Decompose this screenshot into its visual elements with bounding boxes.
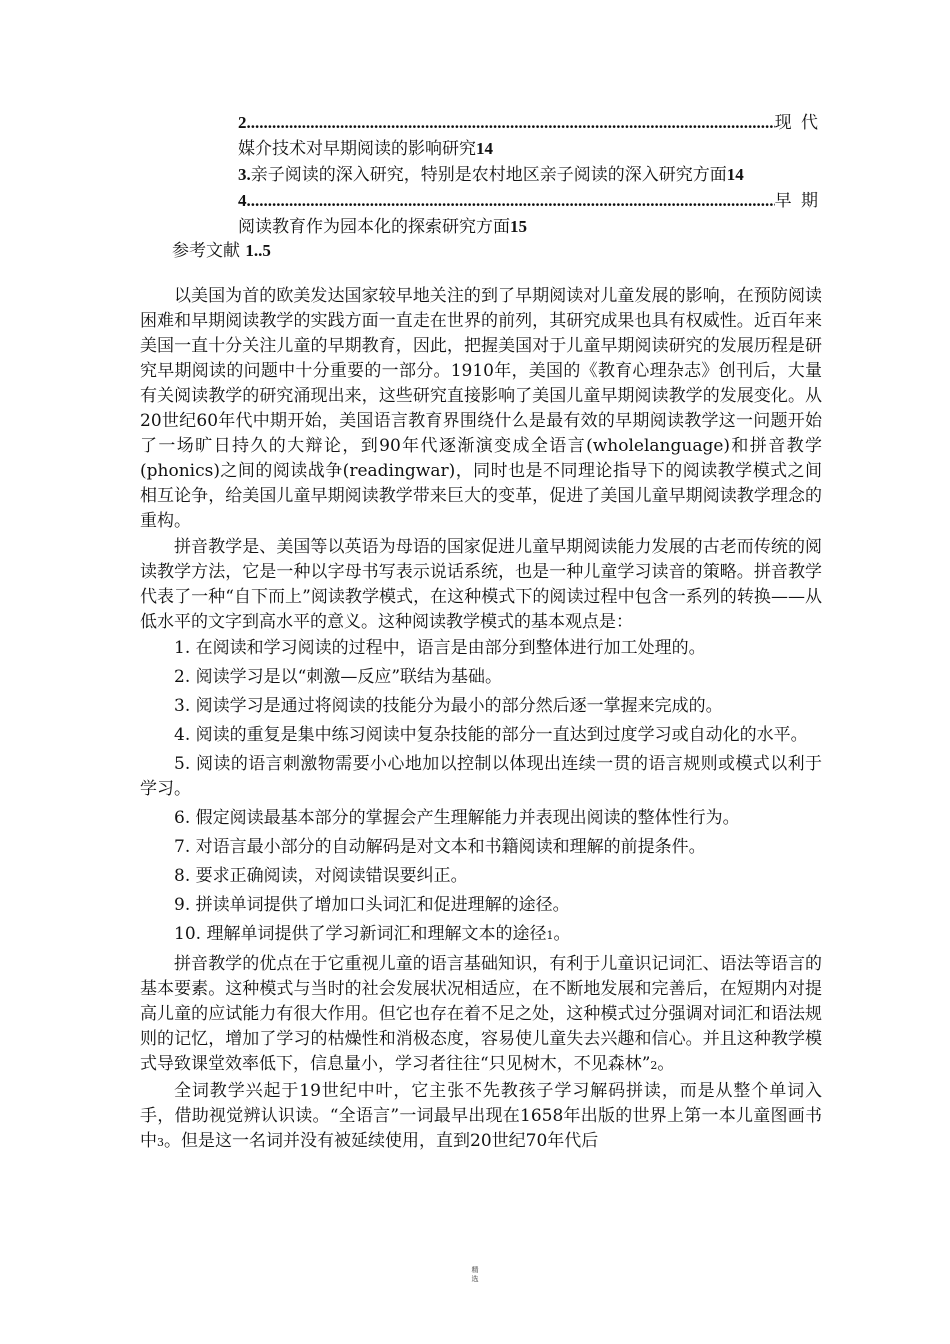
toc-leader-dots [247, 110, 775, 136]
toc-item-4-continuation[interactable] [238, 214, 820, 240]
toc-item-number: 3. [238, 165, 251, 184]
toc-item-2-continuation[interactable] [238, 136, 820, 162]
toc-references[interactable] [172, 238, 271, 264]
toc-item-3[interactable] [238, 162, 820, 188]
footnote-marker[interactable]: 1 [546, 929, 554, 942]
toc-item-text: 亲子阅读的深入研究，特别是农村地区亲子阅读的深入研究方面 [250, 165, 727, 185]
footnote-marker[interactable]: 2 [650, 1059, 658, 1072]
paragraph-1: 以美国为首的欧美发达国家较早地关注的到了早期阅读对儿童发展的影响，在预防阅读困难和早期阅读教学的实践方面一直走在世界的前列，其研究成果也具有权威性。近百年来美国一直十分关注儿童的早期教育，因此，把握美国对于儿童早期阅读研究的发展历程是研究早期阅读的问题中十分重要的一部分。1910年，美国的《教育心理杂志》创刊后，大量有关阅读教学的研究涌现出来，这些研究直接影响了美国儿童早期阅读教学的发展变化。从20世纪60年代中期开始，美国语言教育界围绕什么是最有效的早期阅读教学这一问题开始了一场旷日持久的大辩论，到90年代逐渐演变成全语言(wholelanguage)和拼音教学(phonics)之间的阅读战争(readingwar)，同时也是不同理论指导下的阅读教学模式之间相互论争，给美国儿童早期阅读教学带来巨大的变革，促进了美国儿童早期阅读教学理念的重构。 [140, 286, 822, 531]
footer-line: 精 [471, 1266, 479, 1274]
list-item: 5. 阅读的语言刺激物需要小心地加以控制以体现出连续一贯的语言规则或模式以利于学习。 [140, 754, 822, 799]
list-item-end: 。 [553, 924, 571, 944]
list-item: 6. 假定阅读最基本部分的掌握会产生理解能力并表现出阅读的整体性行为。 [174, 808, 740, 828]
references-label: 参考文献 [172, 241, 240, 261]
toc-page-number: 15 [510, 217, 527, 236]
paragraph-end: 。 [657, 1054, 675, 1074]
list-item: 9. 拼读单词提供了增加口头词汇和促进理解的途径。 [174, 895, 570, 915]
paragraph-2: 拼音教学是、美国等以英语为母语的国家促进儿童早期阅读能力发展的古老而传统的阅读教学方法，它是一种以字母书写表示说话系统，也是一种儿童学习读音的策略。拼音教学代表了一种“自下而上”阅读教学模式，在这种模式下的阅读过程中包含一系列的转换——从低水平的文字到高水平的意义。这种阅读教学模式的基本观点是： [140, 537, 822, 632]
toc-item-2[interactable] [238, 110, 820, 136]
toc-item-text: 媒介技术对早期阅读的影响研究 [238, 139, 476, 159]
list-item [140, 922, 822, 948]
list-item: 3. 阅读学习是通过将阅读的技能分为最小的部分然后逐一掌握来完成的。 [174, 696, 723, 716]
paragraph-text: 全词教学兴起于19世纪中叶，它主张不先教孩子学习解码拼读，而是从整个单词入手，借助视觉辨认识读。“全语言”一词最早出现在1658年出版的世界上第一本儿童图画书中 [140, 1081, 822, 1151]
references-page: 1..5 [245, 241, 271, 260]
toc-leader-dots [247, 188, 775, 214]
toc-item-number: 4 [238, 191, 247, 210]
paragraph-text: 拼音教学的优点在于它重视儿童的语言基础知识，有利于儿童识记词汇、语法等语言的基本要素。这种模式与当时的社会发展状况相适应，在不断地发展和完善后，在短期内对提高儿童的应试能力有很大作用。但它也存在着不足之处，这种模式过分强调对词汇和语法规则的记忆，增加了学习的枯燥性和消极态度，容易使儿童失去兴趣和信心。并且这种教学模式导致课堂效率低下，信息量小，学习者往往“只见树木，不见森林” [140, 954, 822, 1074]
paragraph-3 [140, 952, 822, 1078]
toc-page-number: 14 [476, 139, 493, 158]
paragraph-text: 。但是这一名词并没有被延续使用，直到20世纪70年代后 [164, 1131, 599, 1151]
list-item: 4. 阅读的重复是集中练习阅读中复杂技能的部分一直达到过度学习或自动化的水平。 [174, 725, 808, 745]
paragraph-4 [140, 1079, 822, 1155]
list-item-text: 10. 理解单词提供了学习新词汇和理解文本的途径 [174, 924, 547, 944]
toc-item-text: 阅读教育作为园本化的探索研究方面 [238, 217, 510, 237]
principles-list [140, 636, 822, 948]
footer-line: 选 [471, 1275, 479, 1283]
toc-item-text: 早 期 [774, 191, 820, 211]
list-item: 2. 阅读学习是以“刺激—反应”联结为基础。 [174, 667, 503, 687]
toc-page-number: 14 [726, 165, 744, 184]
toc-item-number: 2 [238, 113, 247, 132]
page-footer [0, 1266, 950, 1284]
list-item: 8. 要求正确阅读，对阅读错误要纠正。 [174, 866, 468, 886]
body-text [140, 284, 822, 1156]
list-item: 7. 对语言最小部分的自动解码是对文本和书籍阅读和理解的前提条件。 [174, 837, 706, 857]
toc-item-text: 现 代 [774, 113, 820, 133]
footnote-marker[interactable]: 3 [157, 1136, 164, 1149]
list-item: 1. 在阅读和学习阅读的过程中，语言是由部分到整体进行加工处理的。 [174, 638, 706, 658]
toc-item-4[interactable] [238, 188, 820, 214]
table-of-contents [238, 110, 820, 240]
